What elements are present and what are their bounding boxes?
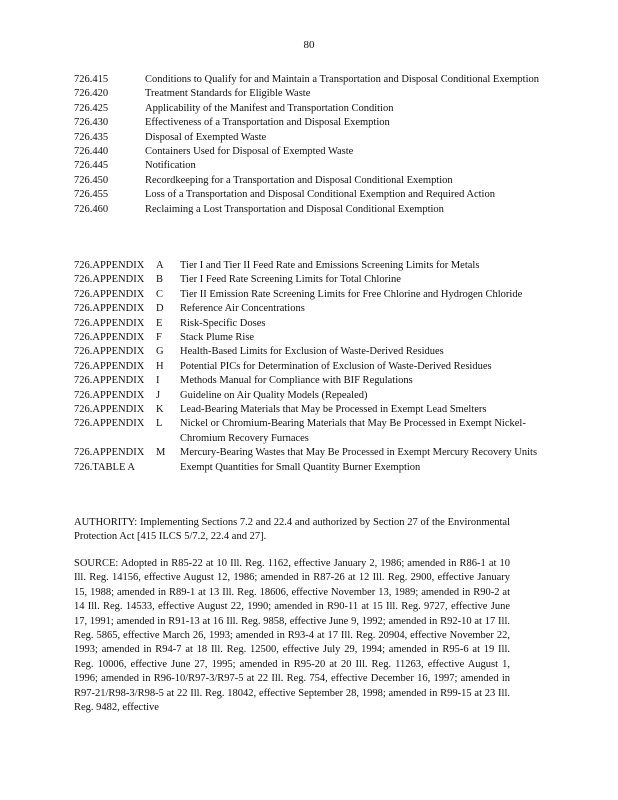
section-entry [74,188,544,202]
section-title: Applicability of the Manifest and Transportation Condition [145,102,394,114]
section-number: 726.440 [74,146,109,158]
appendix-entry [74,389,544,403]
section-entry [74,87,544,101]
appendix-label: 726.APPENDIX [74,317,145,329]
section-number: 726.425 [74,102,109,114]
appendix-letter: M [156,447,166,459]
appendix-letter: K [156,404,164,416]
appendix-title: Mercury-Bearing Wastes that May Be Processed in Exempt Mercury Recovery Units [180,447,538,459]
appendix-entry [74,331,544,345]
appendix-entry [74,273,544,287]
page-number: 80 [303,39,315,51]
section-title: Notification [145,160,196,172]
appendix-label: 726.APPENDIX [74,346,145,358]
section-number: 726.450 [74,174,109,186]
section-title: Loss of a Transportation and Disposal Conditional Exemption and Required Action [145,189,495,201]
appendix-letter: E [156,317,163,329]
appendix-title: Nickel or Chromium-Bearing Materials that May Be Processed in Exempt Nickel-Chromium Recovery Furnaces [180,418,526,444]
section-number: 726.420 [74,88,109,100]
appendix-letter: G [156,346,164,358]
table-entry [74,461,544,475]
section-title: Containers Used for Disposal of Exempted Waste [145,146,354,158]
appendix-entry [74,288,544,302]
section-entry [74,116,544,130]
appendix-letter: A [156,260,164,271]
appendix-title: Lead-Bearing Materials that May be Processed in Exempt Lead Smelters [180,404,487,416]
appendix-entry [74,259,544,273]
section-number: 726.455 [74,189,109,201]
section-title: Effectiveness of a Transportation and Disposal Exemption [145,117,390,129]
section-entry [74,174,544,188]
appendix-title: Methods Manual for Compliance with BIF Regulations [180,375,413,387]
appendix-title: Guideline on Air Quality Models (Repealed) [180,389,368,401]
section-number: 726.460 [74,203,109,215]
section-number: 726.430 [74,117,109,129]
appendix-title: Potential PICs for Determination of Exclusion of Waste-Derived Residues [180,360,492,372]
authority-note: AUTHORITY: Implementing Sections 7.2 and 22.4 and authorized by Section 27 of the Environmental Protection Act [415 ILCS 5/7.2, 22.4 and 27]. [74,517,510,543]
section-title: Recordkeeping for a Transportation and Disposal Conditional Exemption [145,174,453,186]
section-list [74,73,544,217]
appendix-entry [74,374,544,388]
table-title: Exempt Quantities for Small Quantity Burner Exemption [180,461,421,473]
appendix-entry [74,317,544,331]
appendix-label: 726.APPENDIX [74,288,145,300]
appendix-label: 726.APPENDIX [74,389,145,401]
appendix-label: 726.APPENDIX [74,375,145,387]
section-number: 726.435 [74,131,109,143]
appendix-label: 726.APPENDIX [74,274,145,286]
appendix-letter: D [156,303,164,315]
appendix-entry [74,446,544,460]
section-title: Reclaiming a Lost Transportation and Disposal Conditional Exemption [145,203,444,215]
section-entry [74,102,544,116]
appendix-label: 726.APPENDIX [74,260,145,271]
appendix-letter: H [156,360,164,372]
appendix-label: 726.APPENDIX [74,360,145,372]
section-title: Conditions to Qualify for and Maintain a Transportation and Disposal Conditional Exemption [145,74,540,85]
section-entry [74,145,544,159]
appendix-list [74,259,544,475]
appendix-entry [74,417,544,446]
section-title: Treatment Standards for Eligible Waste [145,88,311,100]
appendix-letter: L [156,418,163,430]
section-entry [74,159,544,173]
appendix-label: 726.APPENDIX [74,303,145,315]
appendix-letter: I [156,375,160,387]
section-number: 726.445 [74,160,109,172]
source-note: SOURCE: Adopted in R85-22 at 10 Ill. Reg. 1162, effective January 2, 1986; amended in R86-1 at 10 Ill. Reg. 14156, effective August 12, 1986; amended in R87-26 at 12 Ill. Reg. 2900, effective January 15, 1988; amended in R89-1 at 13 Ill. Reg. 18606, effective November 13, 1989; amended in R90-2 at 14 Ill. Reg. 14533, effective August 22, 1990; amended in R90-11 at 15 Ill. Reg. 9727, effective June 17, 1991; amended in R91-13 at 16 Ill. Reg. 9858, effective June 9, 1992; amended in R92-10 at 17 Ill. Reg. 5865, effective March 26, 1993; amended in R93-4 at 17 Ill. Reg. 20904, effective November 22, 1993; amended in R94-7 at 18 Ill. Reg. 12500, effective July 29, 1994; amended in R95-6 at 19 Ill. Reg. 10006, effective June 27, 1995; amended in R95-20 at 20 Ill. Reg. 11263, effective August 1, 1996; amended in R96-10/R97-3/R97-5 at 22 Ill. Reg. 754, effective December 16, 1997; amended in R97-21/R98-3/R98-5 at 22 Ill. Reg. 18042, effective September 28, 1998; amended in R99-15 at 23 Ill. Reg. 9482, effective [74,558,510,714]
appendix-letter: F [156,332,162,344]
section-title: Disposal of Exempted Waste [145,131,267,143]
section-number: 726.415 [74,74,109,85]
appendix-title: Reference Air Concentrations [180,303,305,315]
appendix-title: Tier II Emission Rate Screening Limits for Free Chlorine and Hydrogen Chloride [180,288,523,300]
appendix-label: 726.APPENDIX [74,418,145,430]
appendix-title: Tier I and Tier II Feed Rate and Emissions Screening Limits for Metals [180,260,480,271]
appendix-title: Tier I Feed Rate Screening Limits for Total Chlorine [180,274,401,286]
section-entry [74,131,544,145]
table-label: 726.TABLE A [74,461,135,473]
appendix-title: Health-Based Limits for Exclusion of Waste-Derived Residues [180,346,444,358]
appendix-entry [74,403,544,417]
appendix-letter: J [156,389,161,401]
appendix-entry [74,345,544,359]
appendix-label: 726.APPENDIX [74,447,145,459]
appendix-title: Stack Plume Rise [180,332,255,344]
appendix-title: Risk-Specific Doses [180,317,266,329]
appendix-entry [74,302,544,316]
section-entry [74,203,544,217]
appendix-letter: C [156,288,164,300]
appendix-label: 726.APPENDIX [74,332,145,344]
appendix-letter: B [156,274,164,286]
section-entry [74,73,544,87]
appendix-entry [74,360,544,374]
appendix-label: 726.APPENDIX [74,404,145,416]
